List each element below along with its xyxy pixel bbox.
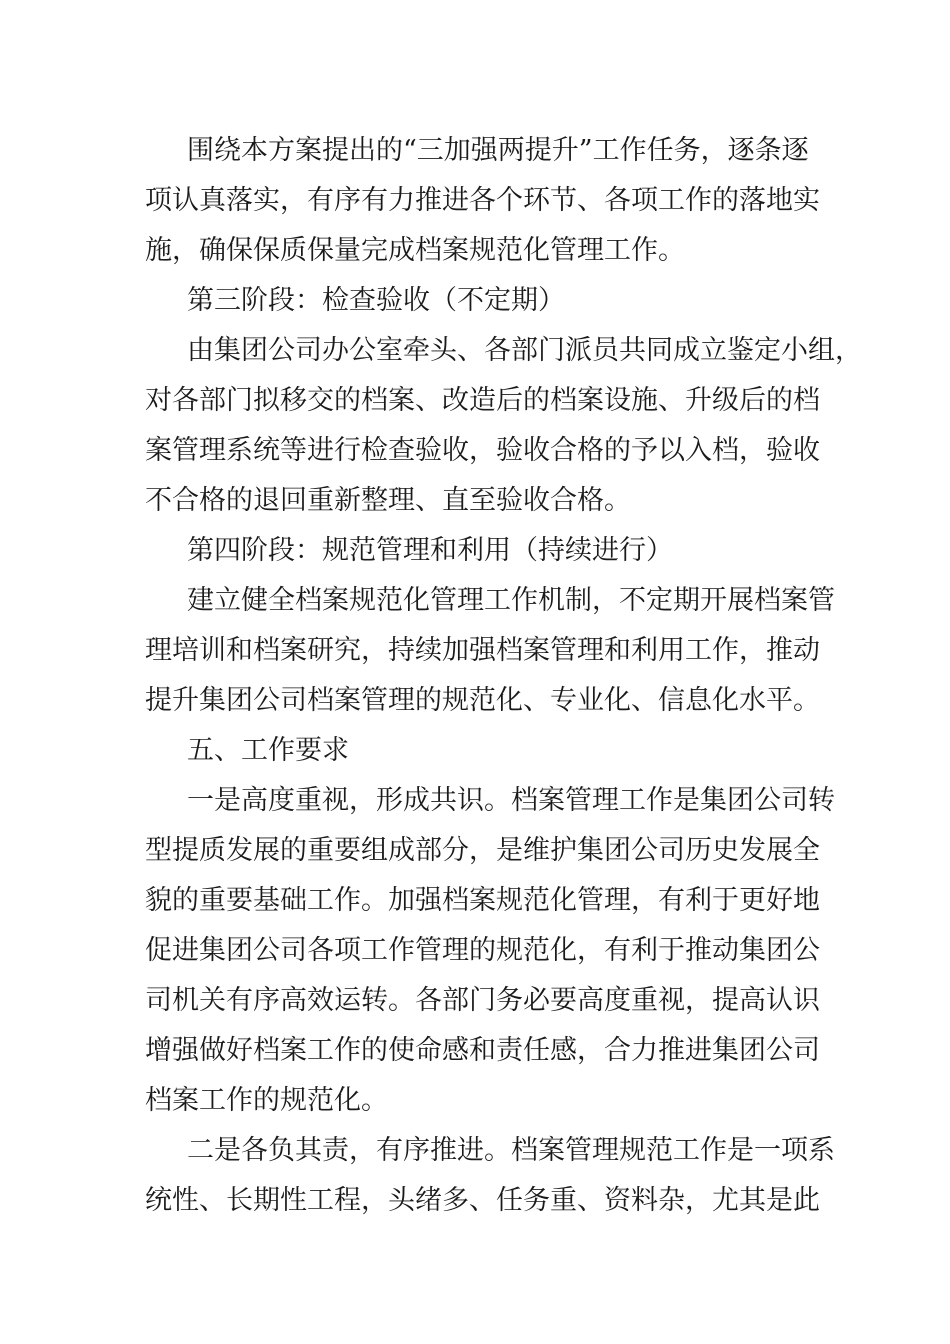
text-line: 对各部门拟移交的档案、改造后的档案设施、升级后的档 [145, 385, 820, 416]
text-line: 不合格的退回重新整理、直至验收合格。 [145, 485, 631, 516]
heading-stage-four [145, 526, 810, 576]
text-line: 提升集团公司档案管理的规范化、专业化、信息化水平。 [145, 685, 820, 716]
text-line: 一是高度重视，形成共识。档案管理工作是集团公司转 [187, 785, 835, 816]
paragraph-inspection-acceptance [145, 326, 862, 526]
text-line: 档案工作的规范化。 [145, 1085, 388, 1116]
heading-text: 五、工作要求 [187, 735, 349, 766]
paragraph-requirement-one [145, 776, 835, 1126]
text-line: 建立健全档案规范化管理工作机制，不定期开展档案管 [187, 585, 835, 616]
text-line: 二是各负其责，有序推进。档案管理规范工作是一项系 [187, 1135, 835, 1166]
heading-text: 第四阶段：规范管理和利用（持续进行） [187, 535, 673, 566]
text-line: 司机关有序高效运转。各部门务必要高度重视，提高认识 [145, 985, 820, 1016]
heading-text: 第三阶段：检查验收（不定期） [187, 285, 565, 316]
heading-stage-three [145, 276, 810, 326]
text-line: 貌的重要基础工作。加强档案规范化管理，有利于更好地 [145, 885, 820, 916]
paragraph-requirement-two [145, 1126, 835, 1226]
heading-work-requirements [145, 726, 810, 776]
text-line: 增强做好档案工作的使命感和责任感，合力推进集团公司 [145, 1035, 820, 1066]
text-line: 理培训和档案研究，持续加强档案管理和利用工作，推动 [145, 635, 820, 666]
paragraph-standard-management [145, 576, 835, 726]
paragraph-task-implementation [145, 126, 820, 276]
text-line: 围绕本方案提出的“三加强两提升”工作任务，逐条逐 [187, 135, 809, 166]
text-line: 促进集团公司各项工作管理的规范化，有利于推动集团公 [145, 935, 820, 966]
text-line: 项认真落实，有序有力推进各个环节、各项工作的落地实 [145, 185, 820, 216]
text-line: 型提质发展的重要组成部分，是维护集团公司历史发展全 [145, 835, 820, 866]
text-line: 统性、长期性工程，头绪多、任务重、资料杂，尤其是此 [145, 1185, 820, 1216]
document-body [145, 126, 862, 1226]
text-line: 由集团公司办公室牵头、各部门派员共同成立鉴定小组， [187, 335, 862, 366]
text-line: 案管理系统等进行检查验收，验收合格的予以入档，验收 [145, 435, 820, 466]
text-line: 施，确保保质保量完成档案规范化管理工作。 [145, 235, 685, 266]
